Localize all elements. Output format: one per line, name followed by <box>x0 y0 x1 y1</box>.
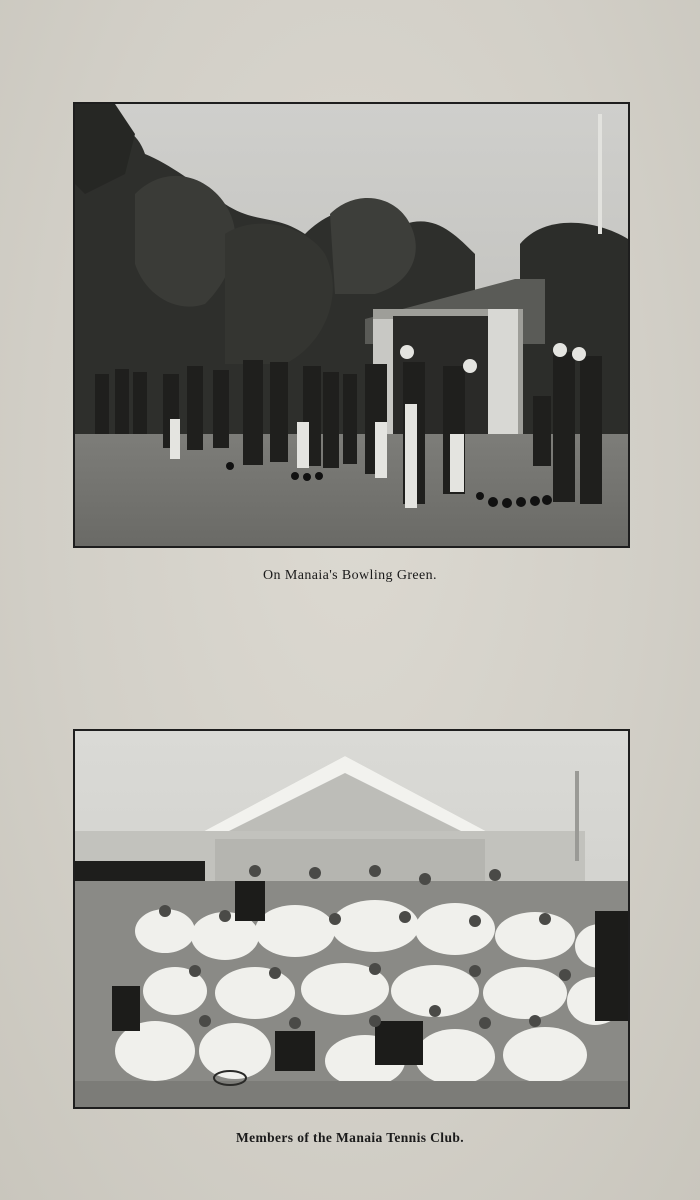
tennis-club-group-photo <box>73 729 630 1109</box>
tennis-club-image <box>75 731 628 1107</box>
bowling-green-image <box>75 104 628 546</box>
bowling-green-photo <box>73 102 630 548</box>
tennis-club-caption: Members of the Manaia Tennis Club. <box>235 1130 465 1145</box>
bowling-green-caption: On Manaia's Bowling Green. <box>263 568 437 583</box>
